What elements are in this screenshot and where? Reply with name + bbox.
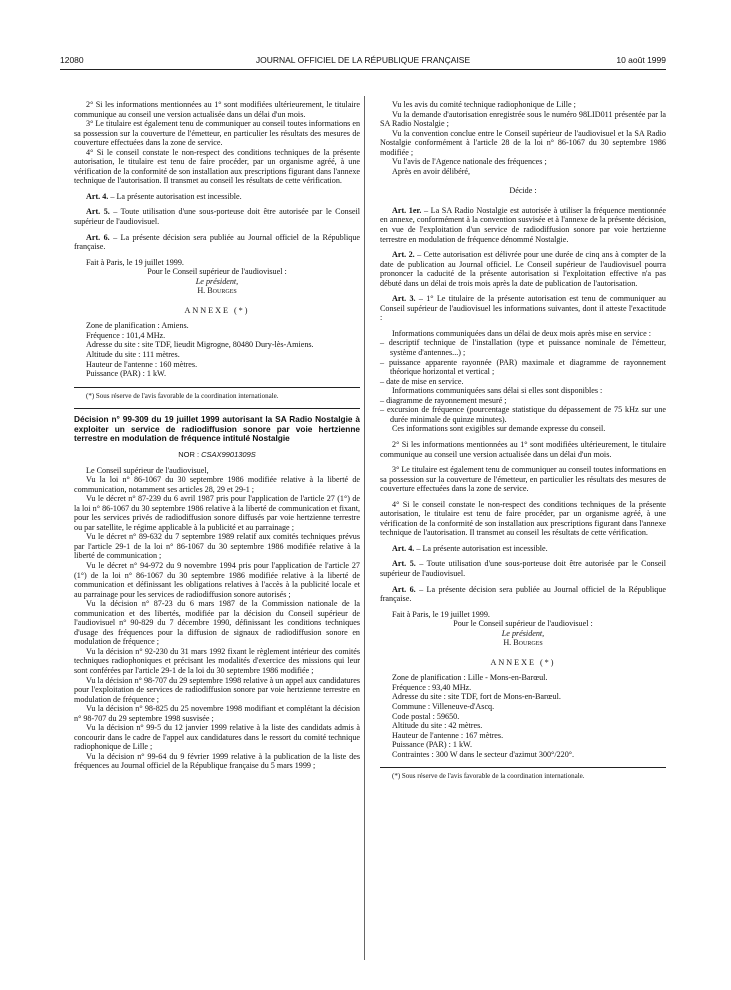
article-label: Art. 2. — [392, 250, 415, 260]
visa: Vu la demande d'autorisation enregistrée sous le numéro 98LID011 présentée par la SA Radio Nostalgie ; — [380, 109, 666, 129]
signing-place-date: Fait à Paris, le 19 juillet 1999. — [392, 609, 490, 619]
signatory-name: H. Bourges — [503, 638, 543, 648]
annex-line: Fréquence : 93,40 MHz. — [392, 682, 472, 692]
article-5 — [380, 559, 666, 578]
article-1 — [380, 206, 666, 244]
decision-title: Décision n° 99-309 du 19 juillet 1999 autorisant la SA Radio Nostalgie à exploiter un service de radiodiffusion sonore par voie hertzienne terrestre en modulation de fréquence intitulé Nostalgie — [74, 414, 360, 444]
visa: Vu le décret n° 87-239 du 6 avril 1987 pris pour l'application de l'article 27 (1°) de la loi n° 86-1067 du 30 septembre 1986 relative à la liberté de communication et fixant, pour les services privés de radiodiffusion sonore diffusés par voie hertzienne terrestre ou par satellite, le régime applicable à la publicité et au parrainage ; — [74, 494, 360, 532]
article-label: Art. 3. — [392, 294, 416, 304]
right-column — [380, 100, 666, 781]
section-rule — [74, 408, 360, 409]
annex-line: Hauteur de l'antenne : 160 mètres. — [86, 359, 198, 369]
signing-place-date: Fait à Paris, le 19 juillet 1999. — [86, 257, 184, 267]
signatory-title: Le président, — [195, 276, 239, 286]
annex-line: Altitude du site : 42 mètres. — [392, 721, 483, 731]
info-heading: Informations communiquées dans un délai de deux mois après mise en service : — [392, 328, 652, 338]
visa: Vu la décision n° 87-23 du 6 mars 1987 de la Commission nationale de la communication et des libertés, modifiée par la décision du Conseil supérieur de l'audiovisuel n° 90-829 du 7 décembre 1990, définissant les conditions techniques d'usage des fréquences pour la diffusion de signaux de radiodiffusion sonore en modulation de fréquence ; — [74, 599, 360, 647]
annex-line: Contraintes : 300 W dans le secteur d'azimut 300°/220°. — [392, 749, 575, 759]
visa: Vu la convention conclue entre le Conseil supérieur de l'audiovisuel et la SA Radio Nostalgie conformément à l'article 28 de la loi n° 86-1067 du 30 septembre 1986 modifiée ; — [380, 128, 666, 157]
footnote-rule — [74, 387, 360, 388]
annex-line: Code postal : 59650. — [392, 711, 460, 721]
article-label: Art. 4. — [86, 191, 109, 201]
annex-line: Zone de planification : Lille - Mons-en-Barœul. — [392, 673, 548, 683]
article-text: – Toute utilisation d'une sous-porteuse doit être autorisée par le Conseil supérieur de l'audiovisuel. — [380, 559, 666, 578]
visa: Vu les avis du comité technique radiophonique de Lille ; — [392, 100, 576, 109]
visa: Vu la décision n° 99-5 du 12 janvier 1999 relative à la liste des candidats admis à concourir dans le cadre de l'appel aux candidatures dans le ressort du comité technique radiophonique de Lille ; — [74, 723, 360, 752]
annex-line: Zone de planification : Amiens. — [86, 321, 189, 331]
annex-line: Altitude du site : 111 mètres. — [86, 350, 180, 360]
nor-reference: NOR : CSAX9901309S — [178, 449, 256, 459]
deliberation: Après en avoir délibéré, — [392, 166, 471, 176]
article-text: – La présente décision sera publiée au Journal officiel de la République française. — [380, 584, 666, 604]
annex-line: Adresse du site : site TDF, lieudit Migrogne, 80480 Dury-lès-Amiens. — [86, 340, 314, 350]
list-item: – excursion de fréquence (pourcentage statistique du dépassement de 75 kHz sur une durée minimale de quinze minutes). — [380, 405, 666, 424]
column-divider — [364, 96, 365, 960]
footnote: (*) Sous réserve de l'avis favorable de la coordination internationale. — [392, 772, 585, 781]
annex-line: Fréquence : 101,4 MHz. — [86, 330, 166, 340]
annex-heading: ANNEXE (*) — [184, 305, 250, 315]
annex-line: Puissance (PAR) : 1 kW. — [392, 740, 472, 750]
article-text: – 1° Le titulaire de la présente autorisation est tenu de communiquer au Conseil supérieur de l'audiovisuel les informations suivantes, dont il atteste l'exactitude : — [380, 294, 666, 323]
visa: Vu la décision n° 92-230 du 31 mars 1992 fixant le règlement intérieur des comités techniques radiophoniques et précisant les modalités d'exercice des missions qui leur sont conférées par l'article 29-1 de la loi du 30 septembre 1986 modifiée ; — [74, 646, 360, 675]
paragraph: Ces informations sont exigibles sur demande expresse du conseil. — [392, 424, 606, 434]
info-heading: Informations communiquées sans délai si elles sont disponibles : — [392, 386, 603, 396]
annex-heading: ANNEXE (*) — [490, 657, 556, 667]
article-text: – La présente décision sera publiée au Journal officiel de la République française. — [74, 232, 360, 252]
visa: Le Conseil supérieur de l'audiovisuel, — [86, 465, 209, 475]
left-column — [74, 100, 360, 771]
issue-date: 10 août 1999 — [616, 55, 666, 65]
visa: Vu la décision n° 98-707 du 29 septembre 1998 relative à un appel aux candidatures pour l'exploitation de services de radiodiffusion sonore par voie hertzienne terrestre en modulation de fréquence ; — [74, 675, 360, 704]
article-label: Art. 1er. — [392, 205, 422, 215]
signatory-name: H. Bourges — [197, 286, 237, 296]
article-3 — [380, 294, 666, 323]
visa: Vu la loi n° 86-1067 du 30 septembre 1986 modifiée relative à la liberté de communication, notamment ses articles 28, 29 et 29-1 ; — [74, 475, 360, 494]
signatory-line: Pour le Conseil supérieur de l'audiovisuel : — [453, 619, 593, 629]
page-number: 12080 — [60, 55, 84, 65]
article-text: – La SA Radio Nostalgie est autorisée à utiliser la fréquence mentionnée en annexe, conformément à la convention susvisée et à l'annexe de la présente décision, en vue de l'exploitation d'un service de radiodiffusion sonore par voie hertzienne terrestre en modulation de fréquence dénommé Nostalgie. — [380, 205, 666, 244]
article-2 — [380, 250, 666, 288]
list-item: – puissance apparente rayonnée (PAR) maximale et diagramme de rayonnement théorique horizontal et vertical ; — [380, 357, 666, 377]
article-text: – Toute utilisation d'une sous-porteuse doit être autorisée par le Conseil supérieur de l'audiovisuel. — [74, 207, 360, 227]
visa: Vu la décision n° 98-825 du 25 novembre 1998 modifiant et complétant la décision n° 98-707 du 29 septembre 1998 susvisée ; — [74, 704, 360, 723]
article-5 — [74, 207, 360, 226]
annex-line: Hauteur de l'antenne : 167 mètres. — [392, 730, 504, 740]
article-label: Art. 6. — [392, 584, 416, 594]
running-header — [60, 55, 666, 69]
list-item: – date de mise en service. — [380, 376, 464, 386]
article-4 — [380, 544, 666, 554]
visa: Vu le décret n° 89-632 du 7 septembre 1989 relatif aux comités techniques prévus par l'article 29-1 de la loi n° 86-1067 du 30 septembre 1986 modifiée relative à la liberté de communication ; — [74, 532, 360, 561]
paragraph: 2° Si les informations mentionnées au 1° sont modifiées ultérieurement, le titulaire communique au conseil une version actualisée dans un délai d'un mois. — [74, 100, 360, 119]
list-item: – descriptif technique de l'installation (type et puissance nominale de l'émetteur, système d'antennes...) ; — [380, 338, 666, 358]
journal-title: JOURNAL OFFICIEL DE LA RÉPUBLIQUE FRANÇAISE — [255, 55, 471, 65]
paragraph: 2° Si les informations mentionnées au 1° sont modifiées ultérieurement, le titulaire communique au conseil une version actualisée dans un délai d'un mois. — [380, 439, 666, 459]
article-label: Art. 6. — [86, 232, 110, 242]
decide-heading: Décide : — [509, 186, 537, 196]
paragraph: 3° Le titulaire est également tenu de communiquer au conseil toutes informations en sa possession sur la couverture de l'émetteur, en particulier les résultats des mesures de couverture effectuées dans la zone de service. — [74, 119, 361, 148]
annex-line: Commune : Villeneuve-d'Ascq. — [392, 701, 495, 711]
article-label: Art. 5. — [86, 207, 110, 217]
visa: Vu le décret n° 94-972 du 9 novembre 1994 pris pour l'application de l'article 27 (1°) de la loi n° 86-1067 du 30 septembre 1986 modifiée relative à la liberté de communication et définissant les obligations relatives à l'accès à la publicité locale et au parrainage pour les services de radiodiffusion sonore autorisés ; — [74, 560, 360, 599]
article-text: – La présente autorisation est incessible. — [108, 191, 242, 201]
article-text: – La présente autorisation est incessible. — [414, 543, 548, 553]
article-4 — [74, 192, 360, 202]
article-6 — [74, 233, 360, 252]
list-item: – diagramme de rayonnement mesuré ; — [380, 395, 507, 405]
footnote: (*) Sous réserve de l'avis favorable de la coordination internationale. — [86, 391, 279, 400]
paragraph: 4° Si le conseil constate le non-respect des conditions techniques de la présente autorisation, le titulaire est tenu de faire procéder, par un organisme agréé, à une vérification de la conformité de son installation aux prescriptions figurant dans l'annexe technique de l'autorisation. Il transmet au conseil les résultats de cette vérification. — [380, 499, 666, 538]
header-rule — [60, 69, 666, 70]
paragraph: 3° Le titulaire est également tenu de communiquer au conseil toutes informations en sa possession sur la couverture de l'émetteur, en particulier les résultats des mesures de couverture effectuées dans la zone de service. — [380, 465, 667, 494]
article-6 — [380, 585, 666, 604]
annex-line: Puissance (PAR) : 1 kW. — [86, 369, 166, 379]
article-label: Art. 5. — [392, 559, 416, 569]
annex-line: Adresse du site : site TDF, fort de Mons-en-Barœul. — [392, 692, 561, 702]
paragraph: 4° Si le conseil constate le non-respect des conditions techniques de la présente autorisation, le titulaire est tenu de faire procéder, par un organisme agréé, à une vérification de la conformité de son installation aux prescriptions figurant dans l'annexe technique de l'autorisation. Il transmet au conseil les résultats de cette vérification. — [74, 147, 360, 186]
signatory-line: Pour le Conseil supérieur de l'audiovisuel : — [147, 267, 287, 277]
footnote-rule — [380, 767, 666, 768]
visa: Vu la décision n° 99-64 du 9 février 1999 relative à la publication de la liste des fréquences au Journal officiel de la République française du 5 mars 1999 ; — [74, 751, 360, 771]
article-label: Art. 4. — [392, 543, 415, 553]
signatory-title: Le président, — [501, 628, 545, 638]
visa: Vu l'avis de l'Agence nationale des fréquences ; — [392, 157, 547, 167]
article-text: – Cette autorisation est délivrée pour une durée de cinq ans à compter de la date de publication au Journal officiel. Le Conseil supérieur de l'audiovisuel pourra prononcer la caducité de la présente autorisation si l'exploitation effective n'a pas débuté dans un délai de trois mois après la date de publication de l'autorisation. — [380, 250, 666, 288]
